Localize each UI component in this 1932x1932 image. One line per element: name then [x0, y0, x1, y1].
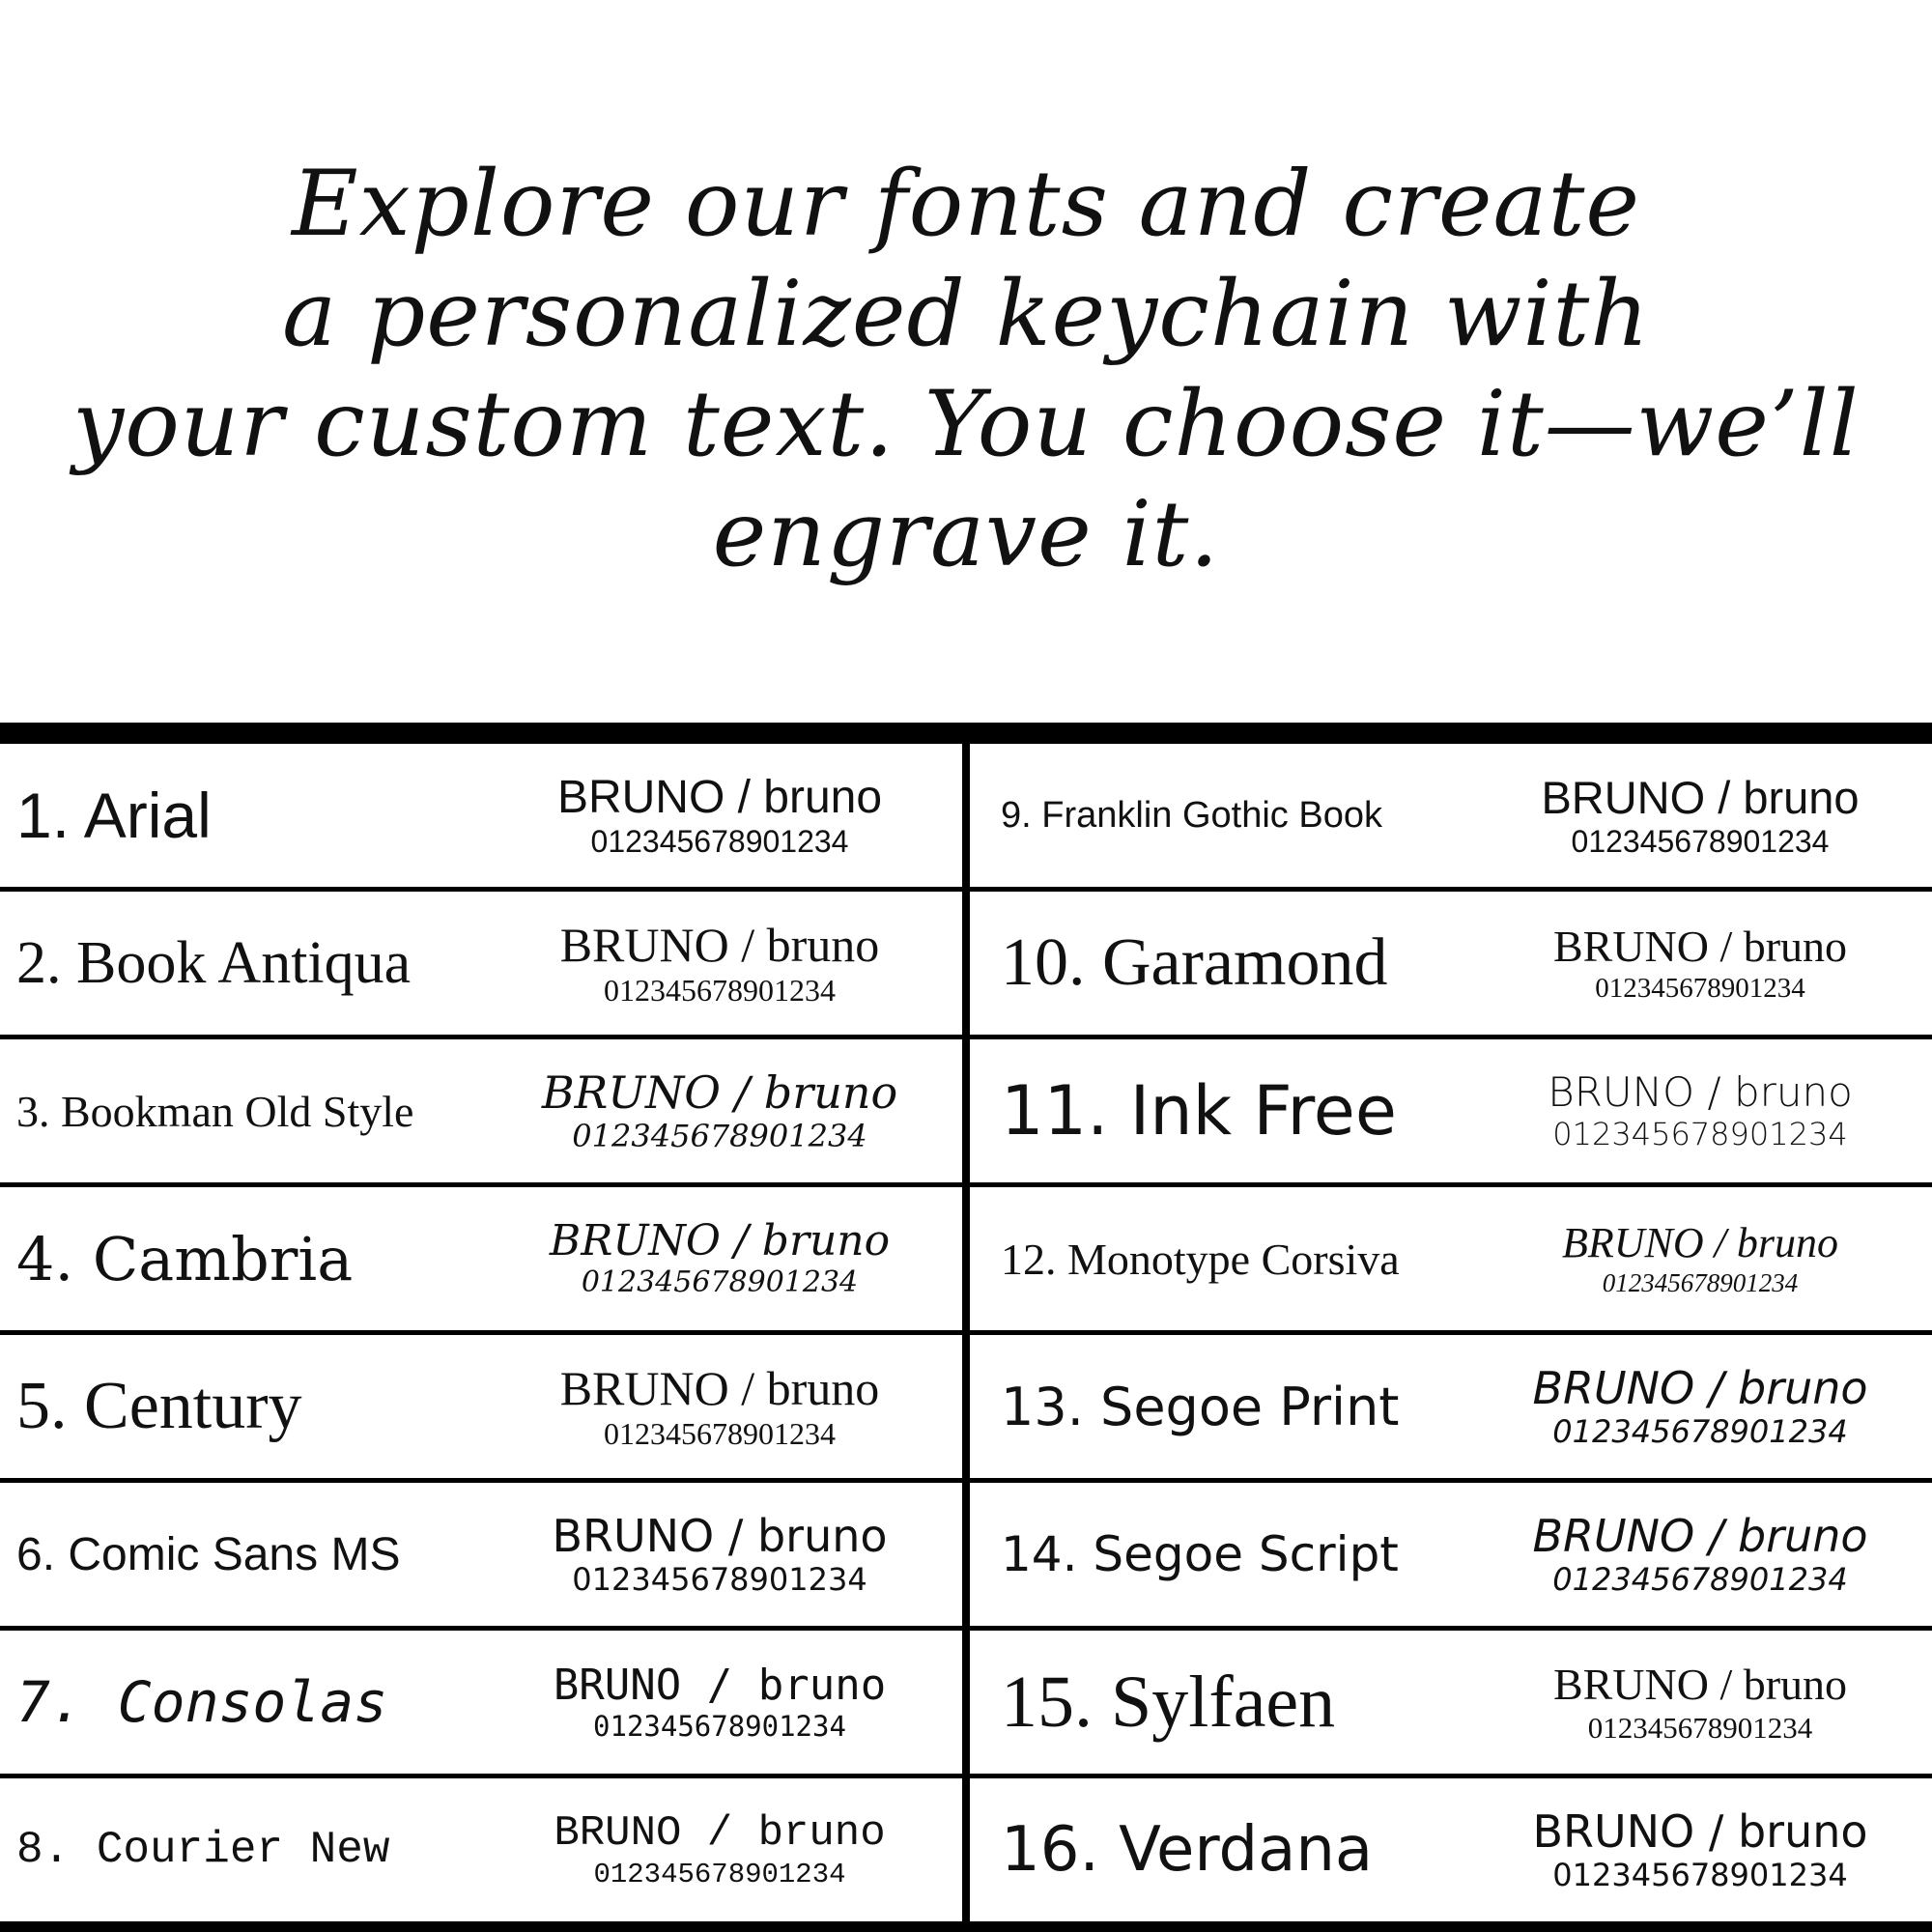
font-name: 11. Ink Free — [1001, 1071, 1397, 1151]
sample-digits: 012345678901234 — [593, 1709, 846, 1743]
font-name: 9. Franklin Gothic Book — [1001, 794, 1382, 836]
font-row-monotype-corsiva — [970, 1187, 1932, 1330]
sample-text: BRUNO / bruno — [554, 1809, 886, 1859]
font-sample — [502, 1778, 937, 1921]
font-sample — [502, 1631, 937, 1774]
font-sample — [502, 1335, 937, 1478]
font-name: 5. Century — [16, 1369, 302, 1443]
headline-line: engrave it. — [712, 482, 1220, 587]
sample-digits: 012345678901234 — [1602, 1267, 1799, 1297]
font-name: 1. Arial — [16, 780, 212, 851]
font-row-comic-sans — [0, 1483, 962, 1626]
font-name: 7. Consolas — [16, 1669, 388, 1735]
font-row-book-antiqua — [0, 892, 962, 1035]
font-row-franklin-gothic — [970, 744, 1932, 887]
font-column-left — [0, 744, 962, 1932]
font-row-sylfaen — [970, 1631, 1932, 1774]
font-name: 13. Segoe Print — [1001, 1376, 1400, 1437]
sample-text: BRUNO / bruno — [1532, 1362, 1868, 1415]
headline-line: a personalized keychain with — [282, 262, 1650, 367]
headline-line: Explore our fonts and create — [292, 152, 1640, 257]
sample-text: BRUNO / bruno — [541, 1066, 898, 1120]
sample-digits: 012345678901234 — [572, 1561, 867, 1599]
sample-digits: 012345678901234 — [572, 1118, 867, 1155]
font-row-century — [0, 1335, 962, 1478]
sample-text: BRUNO / bruno — [1548, 1068, 1853, 1117]
font-name: 8. Courier New — [16, 1825, 390, 1875]
font-name: 2. Book Antiqua — [16, 929, 412, 996]
font-row-consolas — [0, 1631, 962, 1774]
sample-digits: 012345678901234 — [593, 1858, 846, 1890]
font-sample — [1468, 1778, 1932, 1921]
sample-text: BRUNO / bruno — [1552, 1659, 1848, 1709]
font-sample — [1468, 892, 1932, 1035]
sample-digits: 012345678901234 — [604, 1416, 836, 1452]
sample-digits: 012345678901234 — [1552, 1857, 1848, 1894]
sample-text: BRUNO / bruno — [1541, 771, 1860, 823]
font-sample — [502, 1039, 937, 1182]
font-sample — [1468, 1187, 1932, 1330]
font-name: 12. Monotype Corsiva — [1001, 1234, 1400, 1284]
font-name: 14. Segoe Script — [1001, 1526, 1399, 1582]
sample-digits: 012345678901234 — [1552, 1561, 1848, 1599]
font-name: 3. Bookman Old Style — [16, 1086, 414, 1136]
font-row-segoe-print — [970, 1335, 1932, 1478]
sample-text: BRUNO / bruno — [1532, 1510, 1868, 1563]
sample-text: BRUNO / bruno — [1562, 1219, 1838, 1267]
sample-text: BRUNO / bruno — [549, 1216, 891, 1266]
font-row-cambria — [0, 1187, 962, 1330]
headline — [0, 150, 1932, 590]
font-name: 4. Cambria — [16, 1223, 354, 1294]
sample-text: BRUNO / bruno — [1532, 1805, 1868, 1859]
sample-digits: 012345678901234 — [1571, 823, 1830, 859]
font-sample — [1468, 1335, 1932, 1478]
font-sample — [1468, 1039, 1932, 1182]
sample-digits: 012345678901234 — [1595, 972, 1805, 1004]
font-row-bookman-old-style — [0, 1039, 962, 1182]
sample-text: BRUNO / bruno — [559, 1360, 880, 1415]
font-row-courier-new — [0, 1778, 962, 1921]
sample-text: BRUNO / bruno — [1552, 921, 1848, 971]
font-sample — [1468, 1631, 1932, 1774]
sample-digits: 012345678901234 — [1587, 1710, 1813, 1745]
font-name: 16. Verdana — [1001, 1814, 1374, 1886]
font-row-verdana — [970, 1778, 1932, 1921]
font-row-garamond — [970, 892, 1932, 1035]
sample-text: BRUNO / bruno — [559, 917, 880, 972]
font-sample — [502, 744, 937, 887]
sample-text: BRUNO / bruno — [552, 1510, 888, 1563]
sample-text: BRUNO / bruno — [556, 772, 883, 823]
font-name: 6. Comic Sans MS — [16, 1528, 401, 1580]
sample-digits: 012345678901234 — [581, 1265, 859, 1300]
table-top-border — [0, 723, 1932, 744]
font-column-right — [970, 744, 1932, 1932]
font-sample — [502, 1187, 937, 1330]
font-row-ink-free — [970, 1039, 1932, 1182]
sample-text: BRUNO / bruno — [553, 1661, 887, 1711]
headline-line: your custom text. You choose it—we’ll — [72, 372, 1860, 477]
font-sample — [502, 1483, 937, 1626]
font-table — [0, 723, 1932, 1932]
font-row-arial — [0, 744, 962, 887]
sample-digits: 012345678901234 — [1552, 1413, 1848, 1451]
sample-digits: 012345678901234 — [1552, 1115, 1848, 1152]
font-sample — [1468, 1483, 1932, 1626]
font-sample — [502, 892, 937, 1035]
sample-digits: 012345678901234 — [590, 824, 849, 860]
font-name: 10. Garamond — [1001, 925, 1388, 1000]
sample-digits: 012345678901234 — [604, 973, 836, 1009]
font-row-segoe-script — [970, 1483, 1932, 1626]
font-sample — [1468, 744, 1932, 887]
font-name: 15. Sylfaen — [1001, 1661, 1336, 1743]
